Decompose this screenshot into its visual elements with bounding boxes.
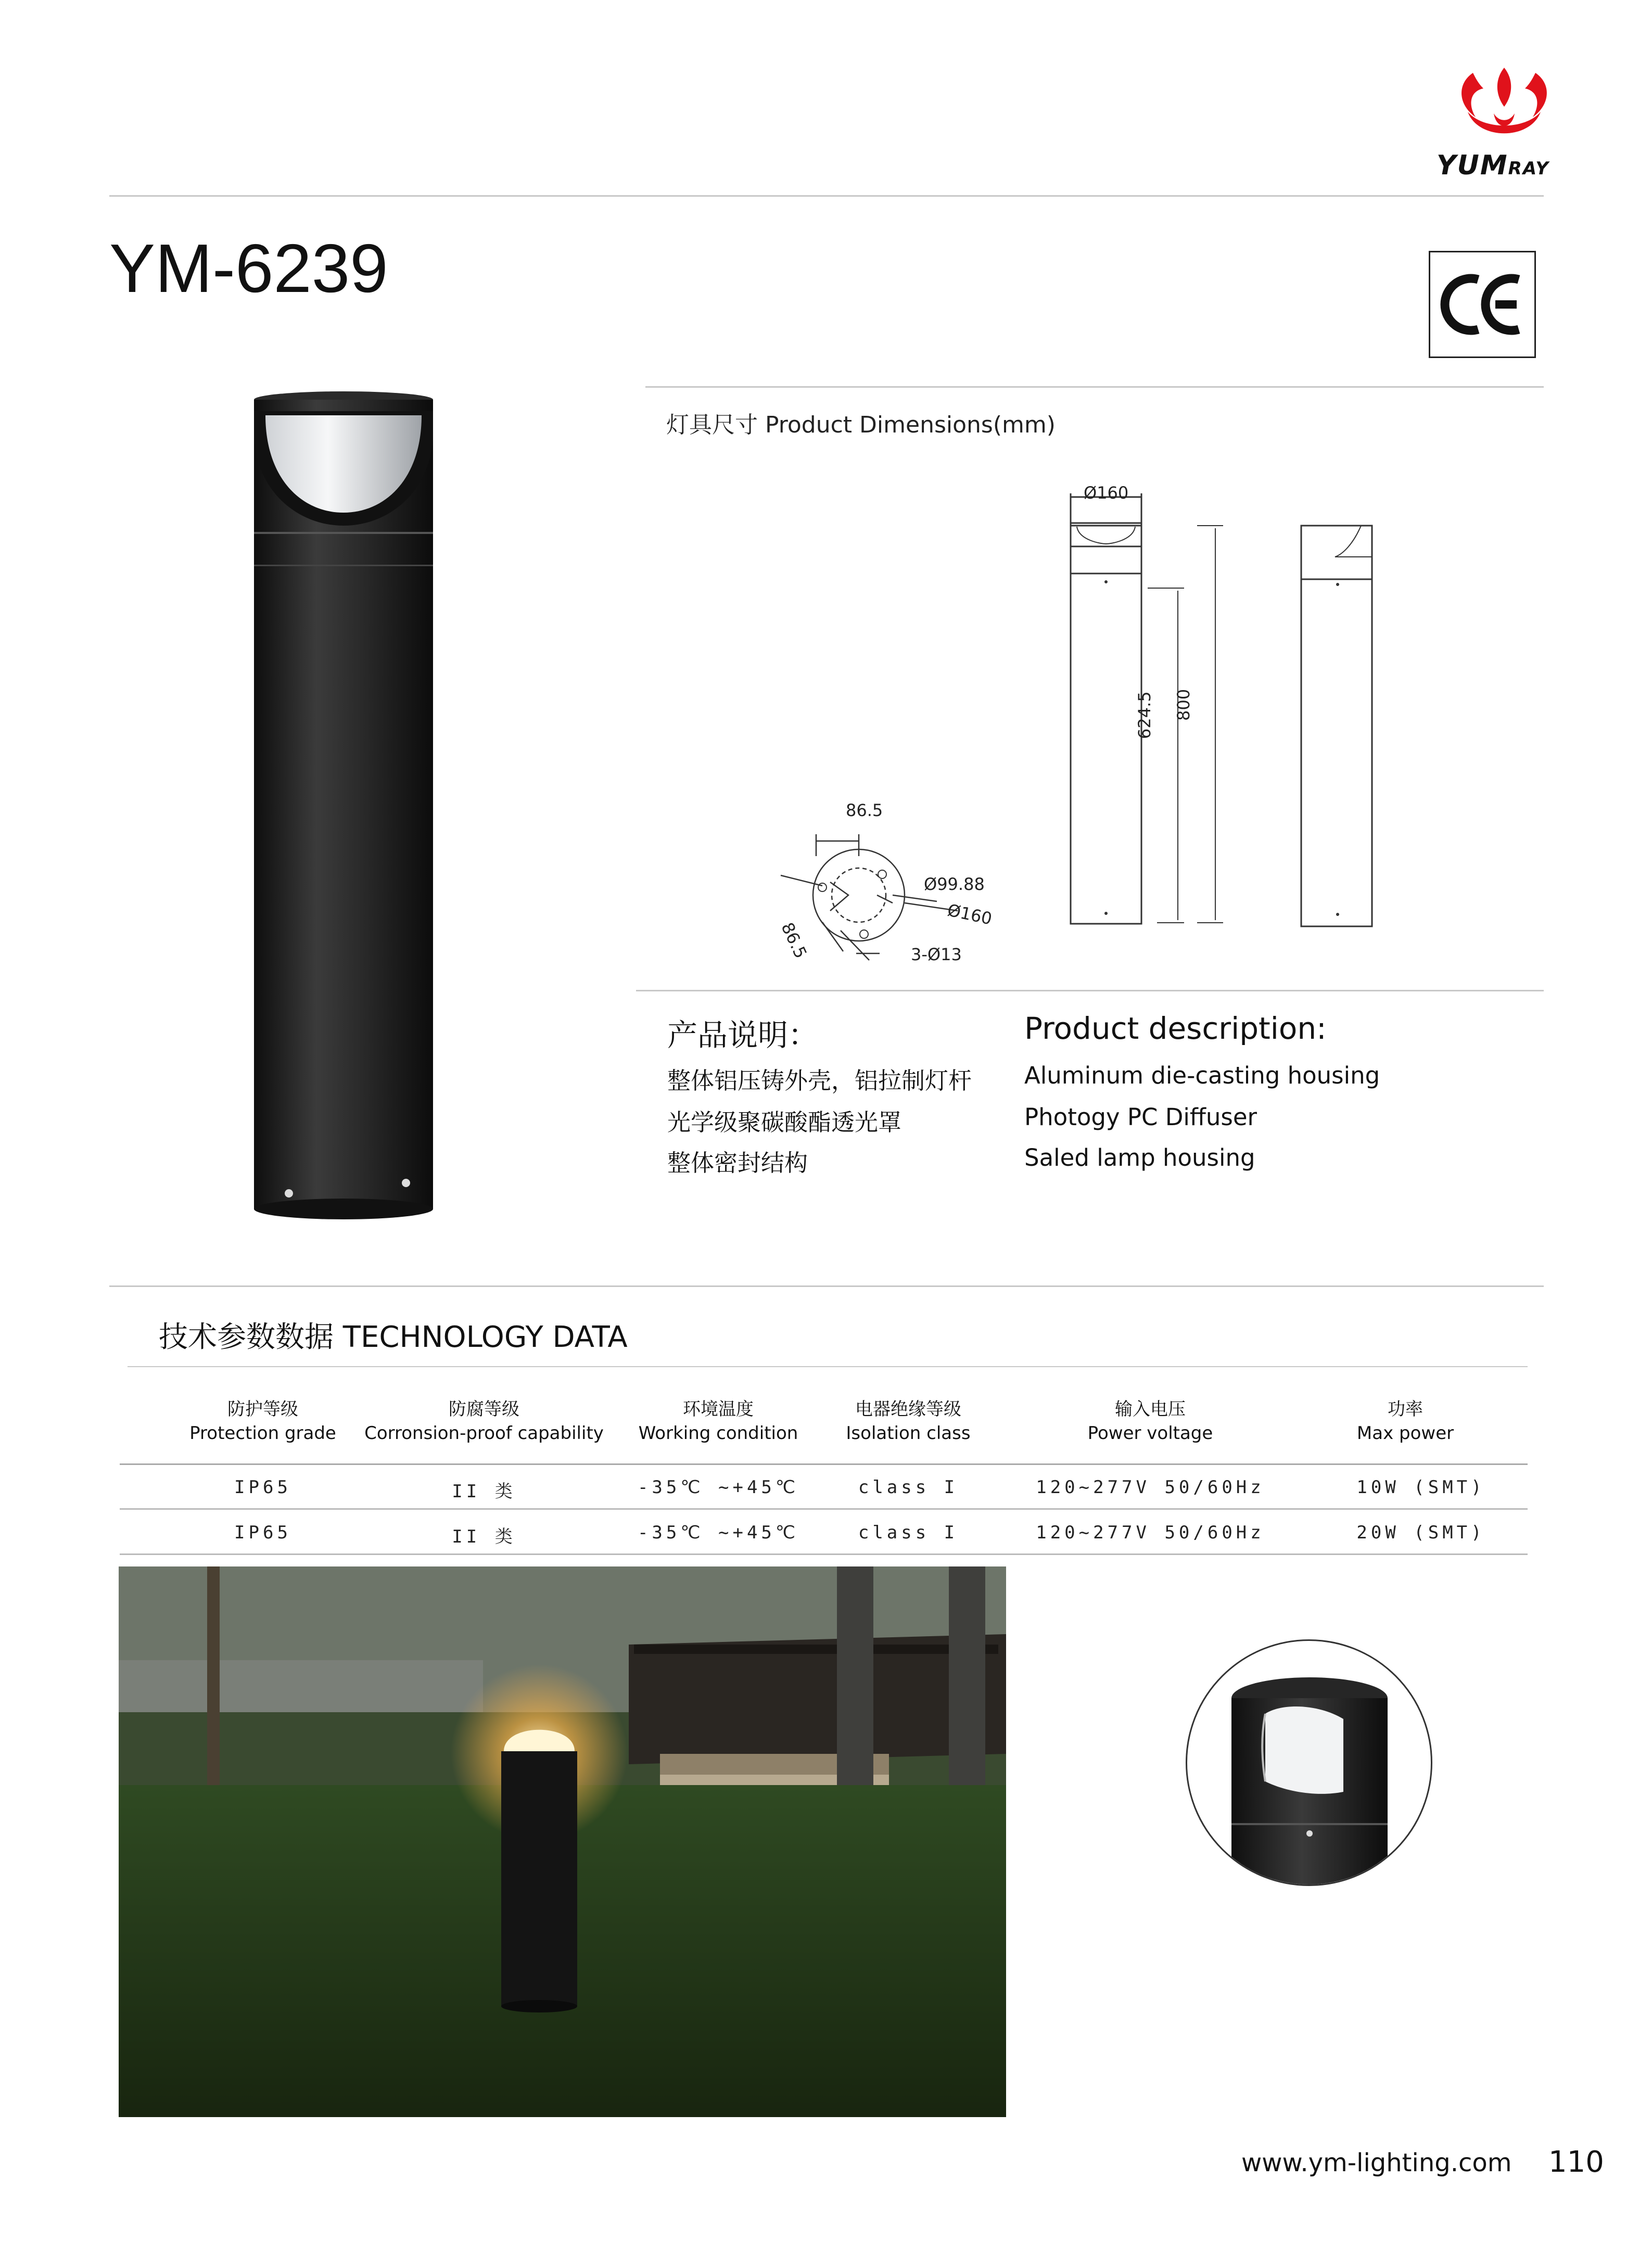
table-cell: 10W (SMT) bbox=[1356, 1477, 1485, 1498]
description-en-line: Photogy PC Diffuser bbox=[1024, 1103, 1257, 1131]
installation-photo bbox=[119, 1566, 1006, 2117]
product-image bbox=[234, 390, 453, 1233]
description-en-heading: Product description: bbox=[1024, 1011, 1327, 1046]
side-elevation-drawing bbox=[1299, 523, 1387, 971]
front-elevation-drawing bbox=[1064, 479, 1273, 968]
column-header: 防腐等级 Corronsion-proof capability bbox=[364, 1399, 604, 1444]
table-cell: II 类 bbox=[452, 1526, 516, 1547]
model-title: YM-6239 bbox=[109, 230, 388, 307]
description-cn-heading: 产品说明： bbox=[667, 1017, 819, 1053]
column-header: 功率 Max power bbox=[1356, 1399, 1454, 1444]
tech-title-underline bbox=[128, 1366, 1528, 1367]
table-cell: class I bbox=[858, 1477, 959, 1498]
table-cell: -35℃ ~+45℃ bbox=[637, 1477, 799, 1498]
table-cell: class I bbox=[858, 1522, 959, 1543]
table-cell: 20W (SMT) bbox=[1356, 1522, 1485, 1543]
column-header: 防护等级 Protection grade bbox=[189, 1399, 336, 1444]
tech-divider bbox=[109, 1285, 1544, 1287]
table-cell: 120~277V 50/60Hz bbox=[1036, 1522, 1265, 1543]
page-number: 110 bbox=[1548, 2145, 1604, 2179]
dimensions-title: 灯具尺寸 Product Dimensions(mm) bbox=[666, 412, 1056, 438]
table-row-rule bbox=[120, 1508, 1528, 1510]
description-divider bbox=[636, 990, 1544, 991]
base-offset-2-label: 86.5 bbox=[777, 919, 811, 962]
brand-wordmark: YUMRAY bbox=[1437, 150, 1549, 181]
column-header: 电器绝缘等级 Isolation class bbox=[846, 1399, 971, 1444]
table-cell: IP65 bbox=[234, 1522, 291, 1543]
height-lower-label: 624.5 bbox=[1135, 691, 1154, 739]
description-cn-line: 光学级聚碳酸酯透光罩 bbox=[667, 1109, 902, 1136]
technology-title: 技术参数数据 TECHNOLOGY DATA bbox=[159, 1320, 628, 1354]
base-plan-drawing bbox=[770, 812, 1041, 978]
diameter-top-label: Ø160 bbox=[1084, 483, 1129, 503]
outer-circle-label: Ø160 bbox=[945, 900, 994, 929]
table-row-rule bbox=[120, 1553, 1528, 1555]
description-en-line: Saled lamp housing bbox=[1024, 1144, 1255, 1171]
inner-circle-label: Ø99.88 bbox=[924, 874, 985, 894]
header-divider bbox=[109, 195, 1544, 197]
table-cell: IP65 bbox=[234, 1477, 291, 1498]
column-header: 输入电压 Power voltage bbox=[1087, 1399, 1213, 1444]
footer-url[interactable]: www.ym-lighting.com bbox=[1241, 2148, 1512, 2177]
holes-label: 3-Ø13 bbox=[911, 945, 962, 964]
height-total-label: 800 bbox=[1174, 689, 1193, 721]
column-header: 环境温度 Working condition bbox=[638, 1399, 798, 1444]
table-cell: 120~277V 50/60Hz bbox=[1036, 1477, 1265, 1498]
base-offset-label: 86.5 bbox=[846, 800, 883, 820]
description-en-line: Aluminum die-casting housing bbox=[1024, 1062, 1380, 1089]
table-header-rule bbox=[120, 1463, 1528, 1465]
table-cell: -35℃ ~+45℃ bbox=[637, 1522, 799, 1543]
detail-image bbox=[1186, 1639, 1432, 1886]
ce-mark-icon bbox=[1430, 252, 1534, 356]
ce-mark bbox=[1429, 251, 1536, 358]
dimension-top-divider bbox=[645, 386, 1544, 388]
description-cn-line: 整体密封结构 bbox=[667, 1149, 808, 1177]
table-cell: II 类 bbox=[452, 1481, 516, 1502]
description-cn-line: 整体铝压铸外壳，铝拉制灯杆 bbox=[667, 1067, 972, 1094]
